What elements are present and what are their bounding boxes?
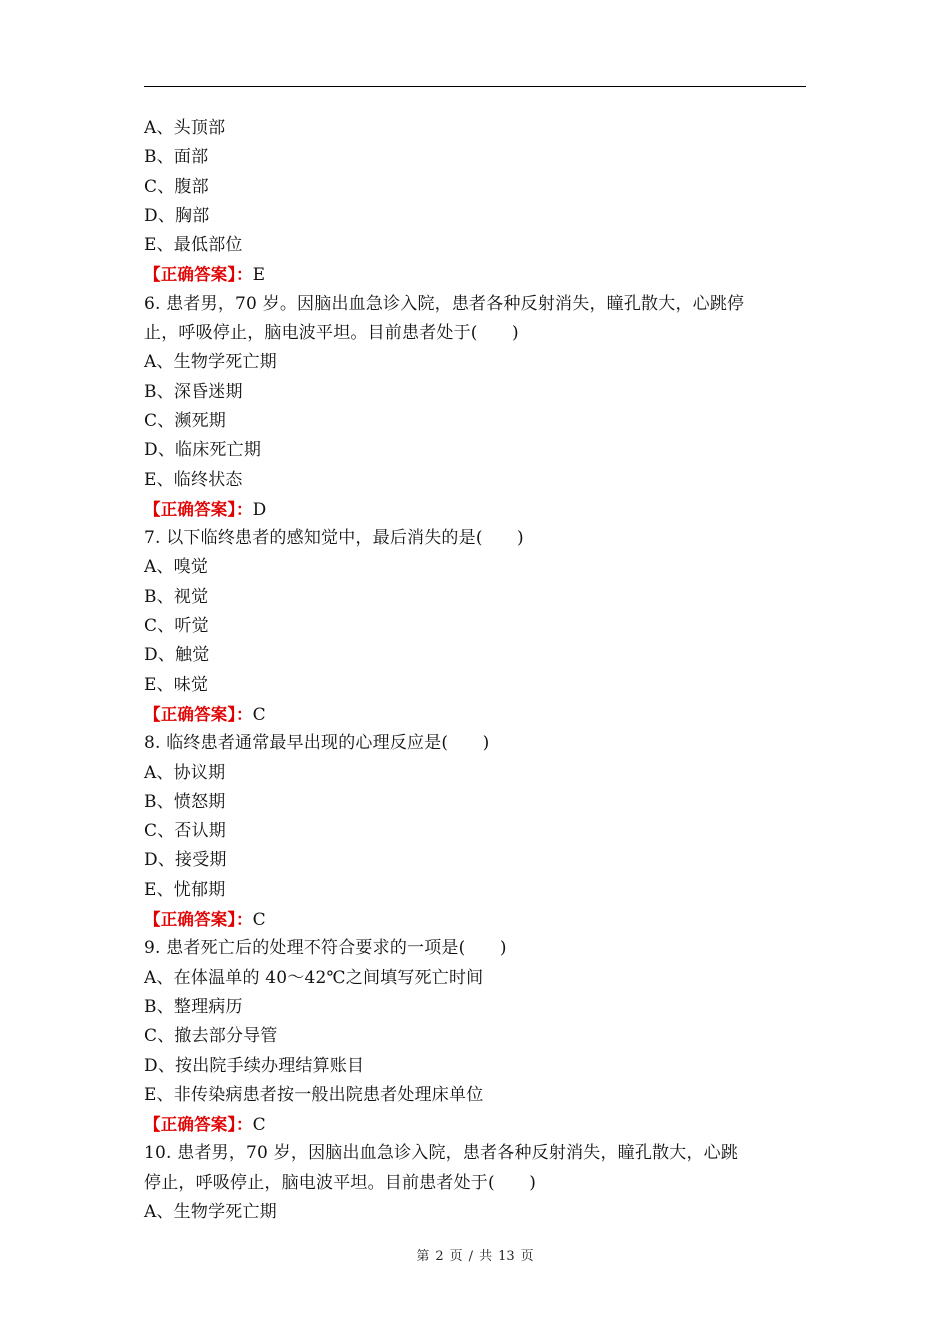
- answer-label: 【正确答案】：: [144, 910, 253, 930]
- option-line: E、非传染病患者按一般出院患者处理床单位: [144, 1084, 484, 1105]
- option-line: C、听觉: [144, 616, 209, 637]
- option-line: C、濒死期: [144, 410, 227, 431]
- option-line: A、嗅觉: [144, 557, 209, 578]
- answer-label: 【正确答案】：: [144, 704, 253, 724]
- option-line: D、临床死亡期: [144, 440, 262, 461]
- option-line: B、整理病历: [144, 996, 243, 1017]
- footer-total-word: 页: [520, 1249, 534, 1264]
- option-line: B、面部: [144, 147, 209, 168]
- question-stem: 8. 临终患者通常最早出现的心理反应是( ): [144, 733, 490, 754]
- footer-prefix: 第: [416, 1249, 430, 1264]
- question-5-continuation: [144, 114, 806, 290]
- option-line: C、腹部: [144, 176, 209, 197]
- question-stem: 7. 以下临终患者的感知觉中，最后消失的是( ): [144, 528, 524, 549]
- question-9: [144, 934, 806, 1139]
- answer-value: C: [252, 704, 266, 725]
- option-line: A、在体温单的 40～42℃之间填写死亡时间: [144, 967, 484, 988]
- option-line: E、临终状态: [144, 469, 243, 490]
- option-line: D、胸部: [144, 205, 210, 226]
- footer-separator: /: [468, 1249, 474, 1264]
- question-8: [144, 729, 806, 934]
- page-content: [144, 114, 806, 1227]
- answer-line: [144, 905, 806, 934]
- option-line: A、头顶部: [144, 118, 226, 138]
- answer-line: [144, 495, 806, 524]
- question-7: [144, 524, 806, 729]
- option-line: D、触觉: [144, 645, 210, 666]
- footer-page-word: 页: [449, 1249, 463, 1264]
- option-line: E、味觉: [144, 674, 209, 695]
- answer-line: [144, 700, 806, 729]
- answer-value: C: [252, 1115, 266, 1136]
- question-stem: 止，呼吸停止，脑电波平坦。目前患者处于( ): [144, 323, 519, 344]
- answer-label: 【正确答案】：: [144, 1115, 253, 1135]
- option-line: D、接受期: [144, 850, 227, 871]
- option-line: A、生物学死亡期: [144, 352, 277, 373]
- question-stem: 9. 患者死亡后的处理不符合要求的一项是( ): [144, 938, 507, 959]
- question-stem: 停止，呼吸停止，脑电波平坦。目前患者处于( ): [144, 1172, 537, 1193]
- option-line: E、忧郁期: [144, 879, 226, 900]
- header-rule: [144, 86, 806, 87]
- answer-line: [144, 260, 806, 289]
- option-line: D、按出院手续办理结算账目: [144, 1055, 365, 1076]
- page-footer: [0, 1245, 950, 1264]
- option-line: A、协议期: [144, 762, 226, 783]
- option-line: C、撤去部分导管: [144, 1026, 278, 1047]
- option-line: B、视觉: [144, 586, 209, 607]
- answer-value: D: [252, 499, 267, 520]
- option-line: C、否认期: [144, 821, 227, 842]
- question-stem: 6. 患者男，70 岁。因脑出血急诊入院，患者各种反射消失，瞳孔散大，心跳停: [144, 293, 745, 314]
- answer-line: [144, 1110, 806, 1139]
- answer-label: 【正确答案】：: [144, 265, 253, 285]
- footer-total-pages: 13: [498, 1249, 515, 1264]
- question-6: [144, 290, 806, 524]
- answer-value: C: [252, 910, 266, 931]
- option-line: A、生物学死亡期: [144, 1201, 277, 1222]
- question-stem: 10. 患者男，70 岁，因脑出血急诊入院，患者各种反射消失，瞳孔散大，心跳: [144, 1143, 739, 1164]
- answer-value: E: [252, 265, 266, 286]
- question-10: [144, 1139, 806, 1227]
- footer-total-prefix: 共: [479, 1249, 493, 1264]
- answer-label: 【正确答案】：: [144, 499, 253, 519]
- option-line: B、深昏迷期: [144, 381, 243, 402]
- footer-current-page: 2: [435, 1249, 444, 1264]
- option-line: B、愤怒期: [144, 791, 226, 812]
- option-line: E、最低部位: [144, 235, 243, 256]
